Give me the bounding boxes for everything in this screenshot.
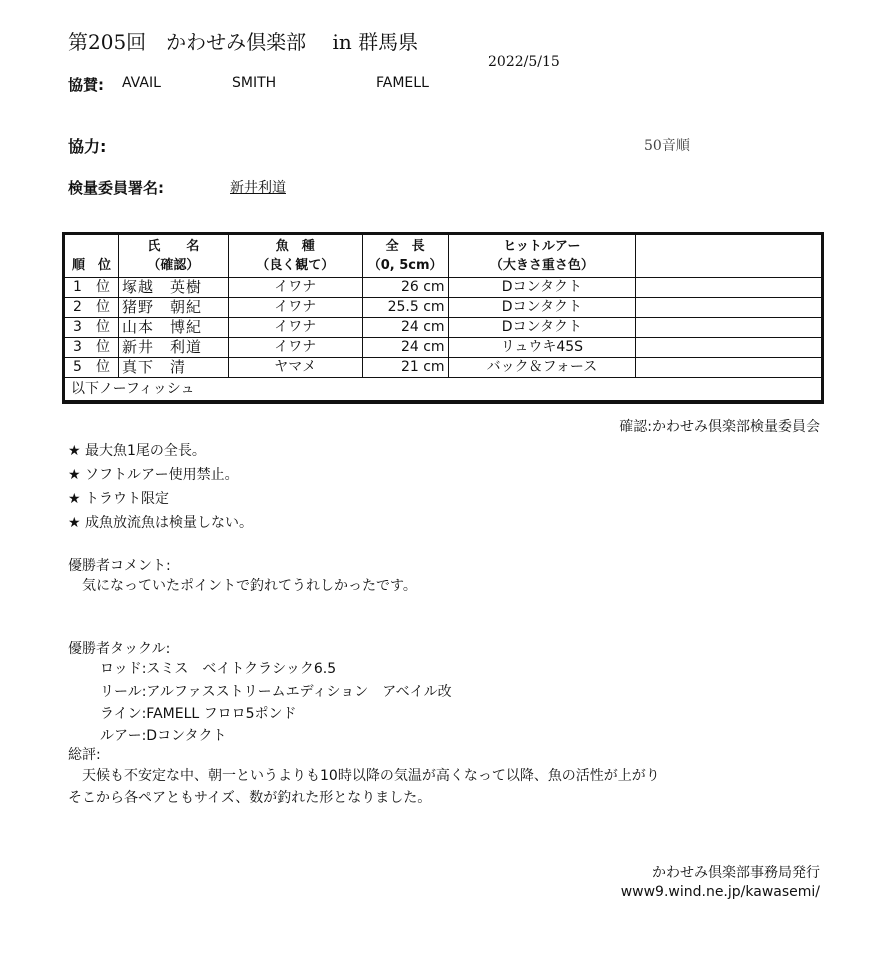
tackle-rod: ロッド:スミス ベイトクラシック6.5 <box>100 661 337 677</box>
table-row <box>65 298 822 318</box>
length-cell: 24 cm <box>362 338 448 358</box>
sponsor-avail: AVAIL <box>122 75 161 91</box>
blank-cell <box>636 298 822 318</box>
tackle-lure: ルアー:Dコンタクト <box>100 728 227 744</box>
confirm-note: 確認:かわせみ倶楽部検量委員会 <box>619 419 820 435</box>
name-cell: 猪野 朝紀 <box>118 298 228 318</box>
rule-item: ★ 成魚放流魚は検量しない。 <box>68 515 254 531</box>
lure-cell: リュウキ45S <box>448 338 636 358</box>
blank-cell <box>636 278 822 298</box>
sponsors-label: 協賛: <box>68 76 104 94</box>
sponsor-famell: FAMELL <box>376 75 429 91</box>
club-url: www9.wind.ne.jp/kawasemi/ <box>620 884 820 900</box>
name-cell: 真下 清 <box>118 358 228 378</box>
header-blank <box>636 235 822 278</box>
rank-cell: 3 位 <box>65 338 119 358</box>
review-label: 総評: <box>68 747 101 763</box>
length-cell: 25.5 cm <box>362 298 448 318</box>
length-cell: 21 cm <box>362 358 448 378</box>
header-length: 全 長 （0, 5cm） <box>362 235 448 278</box>
lure-cell: バック＆フォース <box>448 358 636 378</box>
name-cell: 山本 博紀 <box>118 318 228 338</box>
event-date: 2022/5/15 <box>488 54 560 70</box>
inspector-label: 検量委員署名: <box>68 179 164 197</box>
lure-cell: Dコンタクト <box>448 318 636 338</box>
rule-item: ★ 最大魚1尾の全長。 <box>68 443 206 459</box>
rank-cell: 2 位 <box>65 298 119 318</box>
table-row <box>65 338 822 358</box>
rank-cell: 3 位 <box>65 318 119 338</box>
results-table <box>64 234 822 402</box>
fish-cell: イワナ <box>228 278 362 298</box>
header-name: 氏 名 （確認） <box>118 235 228 278</box>
name-cell: 塚越 英樹 <box>118 278 228 298</box>
length-cell: 24 cm <box>362 318 448 338</box>
review-line-2: そこから各ペアともサイズ、数が釣れた形となりました。 <box>68 790 432 806</box>
header-fish: 魚 種 （良く観て） <box>228 235 362 278</box>
sponsor-smith: SMITH <box>232 75 277 91</box>
blank-cell <box>636 338 822 358</box>
fish-cell: ヤマメ <box>228 358 362 378</box>
fish-cell: イワナ <box>228 318 362 338</box>
header-rank: 順 位 <box>65 235 119 278</box>
table-row <box>65 358 822 378</box>
header-lure: ヒットルアー （大きさ重さ色） <box>448 235 636 278</box>
no-fish-row <box>65 378 822 402</box>
inspector-name: 新井利道 <box>230 180 286 196</box>
fish-cell: イワナ <box>228 338 362 358</box>
table-row <box>65 318 822 338</box>
tackle-label: 優勝者タックル: <box>68 641 171 657</box>
no-fish-cell: 以下ノーフィッシュ <box>65 378 822 402</box>
blank-cell <box>636 358 822 378</box>
comment-text: 気になっていたポイントで釣れてうれしかったです。 <box>82 578 417 594</box>
rule-item: ★ ソフトルアー使用禁止。 <box>68 467 239 483</box>
order-note: 50音順 <box>644 138 690 154</box>
tackle-line: ライン:FAMELL フロロ5ポンド <box>100 706 297 722</box>
lure-cell: Dコンタクト <box>448 278 636 298</box>
length-cell: 26 cm <box>362 278 448 298</box>
name-cell: 新井 利道 <box>118 338 228 358</box>
lure-cell: Dコンタクト <box>448 298 636 318</box>
rule-item: ★ トラウト限定 <box>68 491 170 507</box>
comment-label: 優勝者コメント: <box>68 558 171 574</box>
table-row <box>65 278 822 298</box>
rank-cell: 5 位 <box>65 358 119 378</box>
fish-cell: イワナ <box>228 298 362 318</box>
review-line-1: 天候も不安定な中、朝一というよりも10時以降の気温が高くなって以降、魚の活性が上がり <box>82 768 660 784</box>
page-title: 第205回 かわせみ倶楽部 in 群馬県 <box>68 30 419 54</box>
rank-cell: 1 位 <box>65 278 119 298</box>
blank-cell <box>636 318 822 338</box>
table-header-row <box>65 235 822 278</box>
cooperation-label: 協力: <box>68 137 107 156</box>
publisher: かわせみ倶楽部事務局発行 <box>652 865 820 881</box>
tackle-reel: リール:アルファスストリームエディション アベイル改 <box>100 684 452 700</box>
